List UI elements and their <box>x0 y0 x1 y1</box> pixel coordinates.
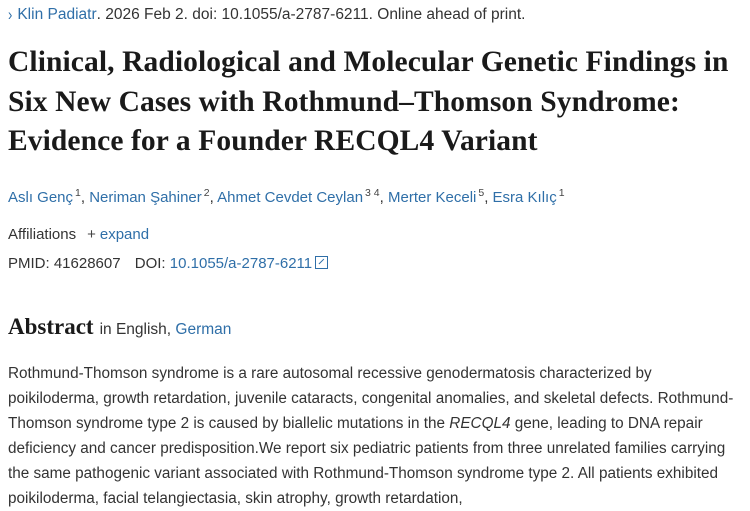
abstract-heading-row <box>8 313 742 341</box>
citation-line <box>8 0 742 25</box>
author-item[interactable]: Aslı Genç <box>8 188 74 206</box>
author-list: Aslı Genç $^1$, Neriman Şahiner $^2$, Ahmet Cevdet Ceylan $^{3 4}$, Merter Keceli $^5$, Esra Kılıç $^1$ <box>8 186 565 206</box>
author-affiliation-marker: 1 <box>75 186 81 199</box>
abstract-language-german-link[interactable]: German <box>175 320 232 338</box>
identifiers-row <box>8 254 742 274</box>
page-title: Clinical, Radiological and Molecular Genetic Findings in Six New Cases with Rothmund–Thomson Syndrome: Evidence for a Founder RECQL4 Variant <box>8 46 729 158</box>
author-affiliation-marker: 1 <box>558 186 565 199</box>
author-item[interactable]: Esra Kılıç <box>492 188 557 206</box>
doi-label: DOI: <box>134 254 166 272</box>
expand-affiliations-button[interactable] <box>87 225 149 245</box>
affiliations-row <box>8 225 742 245</box>
plus-icon: + <box>87 225 96 243</box>
author-item[interactable]: Neriman Şahiner <box>89 188 202 206</box>
pmid-label: PMID: <box>8 254 50 272</box>
author-item[interactable]: Merter Keceli <box>388 188 477 206</box>
citation-details: . 2026 Feb 2. doi: 10.1055/a-2787-6211. Online ahead of print. <box>96 6 526 23</box>
external-link-icon[interactable] <box>315 256 328 269</box>
abstract-part-1: Rothmund-Thomson syndrome is a rare autosomal recessive genodermatosis characterized by poikiloderma, growth retardation, juvenile cataracts, congenital anomalies, and skeletal defects. Rothmund-Thomson syndrome type 2 is caused by biallelic mutations in the <box>8 364 734 432</box>
abstract-part-2: gene, leading to DNA repair deficiency and cancer predisposition.We report six pediatric patients from three unrelated families carrying the same pathogenic variant associated with Rothmund-Thomson syndrome type 2. All patients exhibited poikiloderma, facial telangiectasia, skin atrophy, growth retardation, <box>8 414 726 507</box>
chevron-right-icon[interactable]: › <box>8 5 13 24</box>
author-affiliation-marker: 3 4 <box>365 186 380 199</box>
author-affiliation-marker: 2 <box>203 186 210 199</box>
pmid-value: 41628607 <box>53 254 121 272</box>
gene-name: RECQL4 <box>449 414 511 432</box>
abstract-text <box>8 361 742 511</box>
affiliations-label: Affiliations <box>8 225 77 243</box>
abstract-language-label: in English, <box>99 320 172 338</box>
author-item[interactable]: Ahmet Cevdet Ceylan <box>217 188 364 206</box>
author-affiliation-marker: 5 <box>478 186 485 199</box>
expand-label: expand <box>99 225 150 243</box>
journal-name[interactable]: Klin Padiatr <box>17 6 97 23</box>
doi-link[interactable]: 10.1055/a-2787-6211 <box>169 254 313 272</box>
abstract-heading: Abstract <box>8 313 94 339</box>
